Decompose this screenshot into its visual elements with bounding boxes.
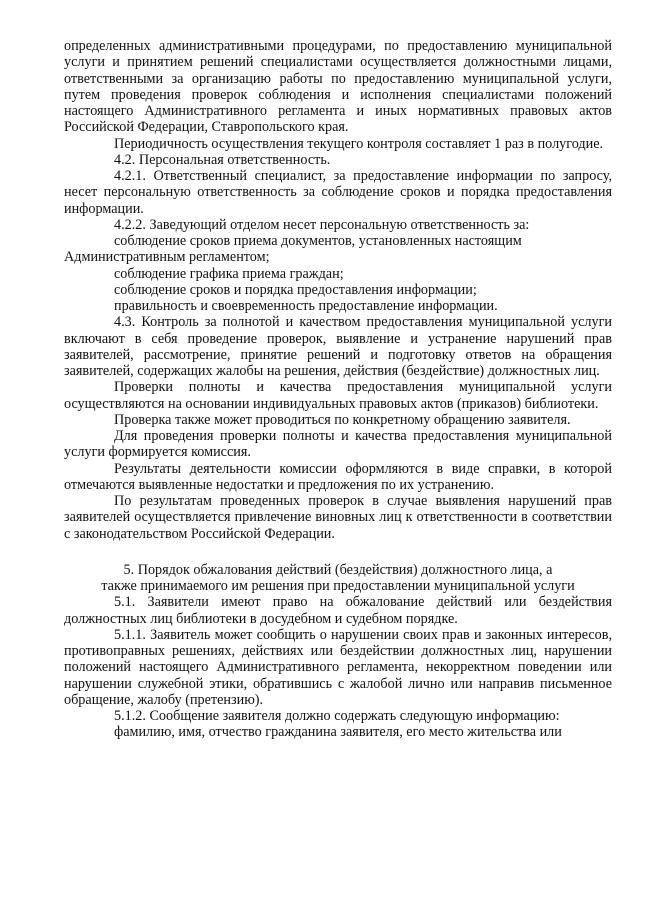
paragraph-4-2-2: 4.2.2. Заведующий отделом несет персональную ответственность за:	[114, 216, 530, 233]
paragraph-4-3: 4.3. Контроль за полнотой и качеством предоставления муниципальной услуги включают в себя проведение проверок, выявление и устранение нарушений прав заявителей, рассмотрение, принятие решений и подготовку ответов на обращения заявителей, содержащих жалобы на решения, действия (бездействие) должностных лиц.	[64, 314, 612, 379]
paragraph-commission: Для проведения проверки полноты и качества предоставления муниципальной услуги формируется комиссия.	[64, 428, 612, 461]
section-5-heading	[64, 562, 612, 595]
list-item-info-correctness: правильность и своевременность предоставление информации.	[114, 298, 498, 314]
paragraph-4-2-1: 4.2.1. Ответственный специалист, за предоставление информации по запросу, несет персональную ответственность за соблюдение сроков и порядка предоставления информации.	[64, 168, 612, 217]
paragraph-control-periodicity: Периодичность осуществления текущего контроля составляет 1 раз в полугодие.	[114, 135, 604, 152]
list-item-document-deadlines: соблюдение сроков приема документов, установленных настоящим	[114, 233, 522, 249]
paragraph-checks-basis: Проверки полноты и качества предоставления муниципальной услуги осуществляются на основании индивидуальных правовых актов (приказов) библиотеки.	[64, 379, 612, 412]
paragraph-liability: По результатам проведенных проверок в случае выявления нарушений прав заявителей осуществляется привлечение виновных лиц к ответственности в соответствии с законодательством Российской Федерации.	[64, 493, 612, 542]
list-item-info-deadlines: соблюдение сроков и порядка предоставления информации;	[114, 281, 477, 298]
paragraph-check-by-request: Проверка также может проводиться по конкретному обращению заявителя.	[114, 411, 571, 428]
list-item-reception-schedule: соблюдение графика приема граждан;	[114, 265, 344, 282]
paragraph-4-2-personal-responsibility: 4.2. Персональная ответственность.	[114, 151, 331, 168]
section-5-heading-line-1: 5. Порядок обжалования действий (бездействия) должностного лица, а	[123, 561, 553, 578]
list-item-document-deadlines-cont: Административным регламентом;	[64, 249, 270, 266]
paragraph-5-1-1: 5.1.1. Заявитель может сообщить о нарушении своих прав и законных интересов, противоправных решениях, действиях или бездействии должностных лиц, нарушении положений настоящего Административного регламента, некорректном поведении или нарушении служебной этики, обратившись с жалобой лично или направив письменное обращение, жалобу (претензию).	[64, 626, 612, 708]
paragraph-5-1: 5.1. Заявители имеют право на обжалование действий или бездействия должностных лиц библиотеки в досудебном и судебном порядке.	[64, 594, 612, 627]
section-5-heading-line-2: также принимаемого им решения при предоставлении муниципальной услуги	[101, 578, 575, 594]
paragraph-control-continuation: определенных административными процедурами, по предоставлению муниципальной услуги и принятием решений специалистами осуществляется должностными лицами, ответственными за организацию работы по предоставлению муниципальной услуги, путем проведения проверок соблюдения и исполнения специалистами положений настоящего Административного регламента и иных нормативных правовых актов Российской Федерации, Ставропольского края.	[64, 38, 612, 136]
paragraph-5-1-2: 5.1.2. Сообщение заявителя должно содержать следующую информацию:	[114, 708, 560, 724]
paragraph-commission-results: Результаты деятельности комиссии оформляются в виде справки, в которой отмечаются выявленные недостатки и предложения по их устранению.	[64, 460, 612, 493]
paragraph-applicant-info: фамилию, имя, отчество гражданина заявителя, его место жительства или	[114, 724, 562, 741]
